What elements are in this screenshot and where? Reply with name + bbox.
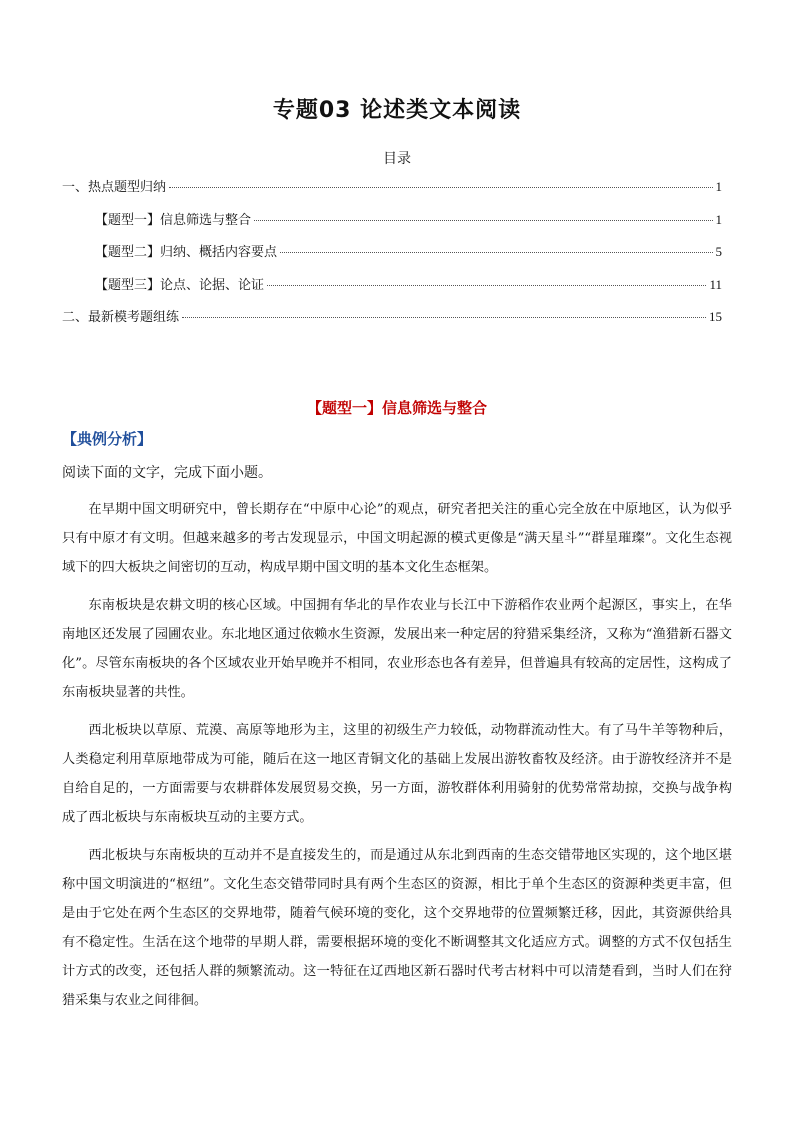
toc-entry-page: 11 [709, 276, 722, 292]
toc-leader-dots [254, 220, 712, 221]
section-title: 【题型一】信息筛选与整合 [306, 399, 487, 417]
toc-entry-label: 【题型一】信息筛选与整合 [95, 212, 252, 228]
reading-passage [62, 495, 732, 1024]
toc-entry-label: 二、最新模考题组练 [62, 310, 180, 325]
toc-leader-dots [169, 187, 712, 188]
passage-paragraph: 在早期中国文明研究中，曾长期存在“中原中心论”的观点，研究者把关注的重心完全放在中原地区，认为似乎只有中原才有文明。但越来越多的考古发现显示，中国文明起源的模式更像是“满天星斗”“群星璀璨”。文化生态视域下的四大板块之间密切的互动，构成早期中国文明的基本文化生态框架。 [62, 502, 732, 575]
toc-heading: 目录 [383, 151, 411, 167]
toc-entry[interactable] [62, 241, 722, 274]
toc-entry-page: 1 [715, 211, 722, 227]
document-title: 专题03 论述类文本阅读 [272, 98, 522, 123]
toc-entry-page: 1 [715, 179, 722, 194]
toc-entry[interactable] [62, 306, 722, 339]
toc-entry-page: 5 [715, 244, 722, 259]
toc-entry[interactable] [62, 209, 722, 242]
passage-paragraph: 西北板块以草原、荒漠、高原等地形为主，这里的初级生产力较低，动物群流动性大。有了马牛羊等物种后，人类稳定利用草原地带成为可能，随后在这一地区青铜文化的基础上发展出游牧畜牧及经济。由于游牧经济并不是自给自足的，一方面需要与农耕群体发展贸易交换，另一方面，游牧群体利用骑射的优势常常劫掠，交换与战争构成了西北板块与东南板块互动的主要方式。 [62, 723, 732, 825]
toc-entry-label: 【题型二】归纳、概括内容要点 [95, 245, 278, 260]
toc-entry-label: 一、热点题型归纳 [62, 180, 167, 195]
example-analysis-label: 【典例分析】 [62, 430, 153, 448]
toc-entry-page: 15 [709, 309, 722, 324]
toc-leader-dots [267, 285, 706, 286]
passage-paragraph: 东南板块是农耕文明的核心区域。中国拥有华北的旱作农业与长江中下游稻作农业两个起源区，事实上，在华南地区还发展了园圃农业。东北地区通过依赖水生资源，发展出来一种定居的狩猎采集经济，又称为“渔猎新石器文化”。尽管东南板块的各个区域农业开始早晚并不相同，农业形态也各有差异，但普遍具有较高的定居性，这构成了东南板块显著的共性。 [62, 598, 732, 700]
toc-entry[interactable] [62, 176, 722, 209]
toc-leader-dots [182, 317, 706, 318]
passage-paragraph: 西北板块与东南板块的互动并不是直接发生的，而是通过从东北到西南的生态交错带地区实现的，这个地区堪称中国文明演进的“枢纽”。文化生态交错带同时具有两个生态区的资源，相比于单个生态区的资源种类更丰富，但是由于它处在两个生态区的交界地带，随着气候环境的变化，这个交界地带的位置频繁迁移，因此，其资源供给具有不稳定性。生活在这个地带的早期人群，需要根据环境的变化不断调整其文化适应方式。调整的方式不仅包括生计方式的改变，还包括人群的频繁流动。这一特征在辽西地区新石器时代考古材料中可以清楚看到，当时人们在狩猎采集与农业之间徘徊。 [62, 848, 732, 1008]
toc-leader-dots [280, 252, 712, 253]
toc-entry-label: 【题型三】论点、论据、论证 [95, 277, 265, 293]
toc-entry[interactable] [62, 274, 722, 307]
reading-instruction: 阅读下面的文字，完成下面小题。 [62, 465, 272, 481]
table-of-contents [62, 176, 722, 339]
